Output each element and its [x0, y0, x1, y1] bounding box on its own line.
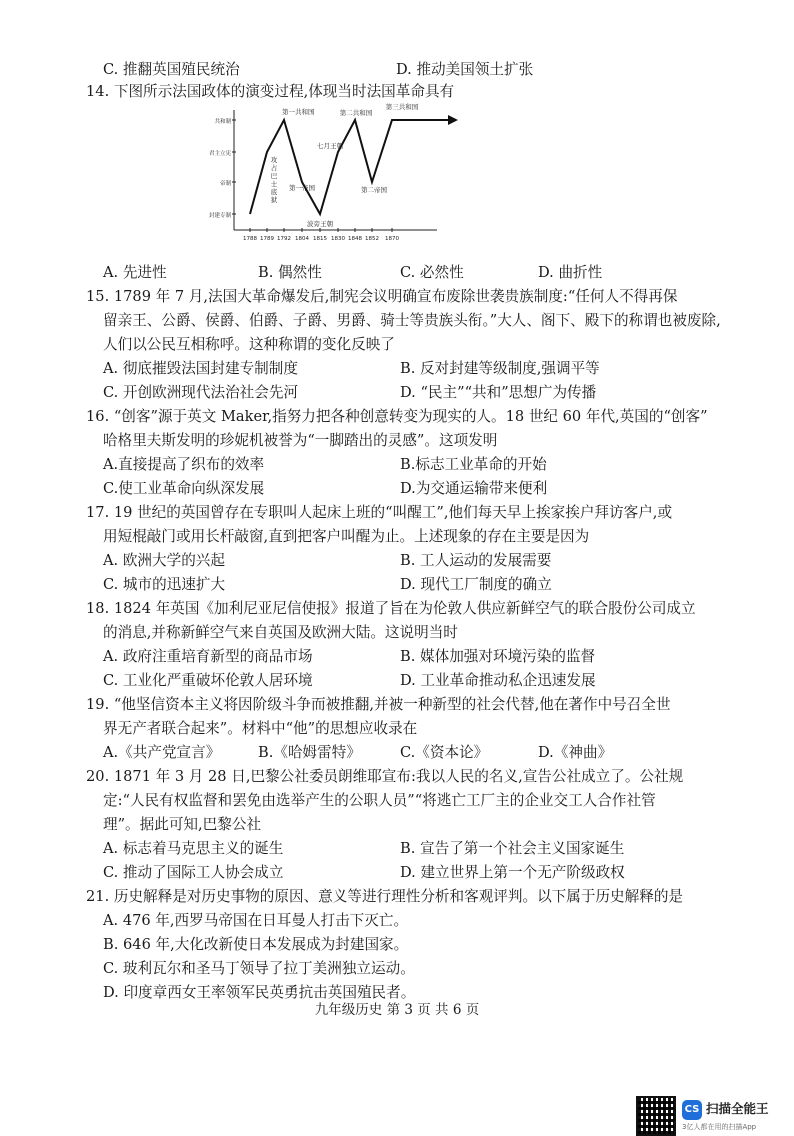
q17-option-b: B. 工人运动的发展需要 [400, 552, 552, 569]
q19-line-1: 19. “他坚信资本主义将因阶级斗争而被推翻,并被一种新型的社会代替,他在著作中号召全世 [86, 696, 671, 713]
q17-line-1: 17. 19 世纪的英国曾存在专职叫人起床上班的“叫醒工”,他们每天早上挨家挨户拜访客户,或 [86, 504, 673, 521]
q18-option-a: A. 政府注重培育新型的商品市场 [103, 648, 313, 665]
q14-option-d: D. 曲折性 [538, 264, 603, 281]
q21-option-b: B. 646 年,大化改新使日本发展成为封建国家。 [103, 936, 409, 953]
x-tick-label: 1815 [313, 236, 327, 242]
annotation-bastille: 巴 [270, 172, 278, 180]
q18-option-d: D. 工业革命推动私企迅速发展 [400, 672, 596, 689]
annotation-bourbon: 波旁王朝 [307, 220, 333, 228]
q16-option-d: D.为交通运输带来便利 [400, 480, 548, 497]
trend-arrowhead [448, 115, 458, 125]
scanner-watermark [636, 1096, 786, 1136]
q13-option-d: D. 推动美国领土扩张 [396, 61, 534, 78]
annotation-bastille: 占 [270, 164, 278, 172]
annotation-third-republic: 第三共和国 [385, 103, 419, 111]
q14-stem: 14. 下图所示法国政体的演变过程,体现当时法国革命具有 [86, 83, 455, 100]
annotation-second-empire: 第二帝国 [361, 186, 387, 194]
y-tick-label: 封建专制 [208, 213, 231, 219]
q16-option-c: C.使工业革命向纵深发展 [103, 480, 265, 497]
q19-option-b: B.《哈姆雷特》 [258, 744, 361, 761]
q16-option-b: B.标志工业革命的开始 [400, 456, 547, 473]
q16-line-2: 哈格里夫斯发明的珍妮机被誉为“一脚踏出的灵感”。这项发明 [103, 432, 498, 449]
annotation-first-republic: 第一共和国 [282, 108, 315, 116]
y-tick-label: 帝制 [219, 181, 231, 187]
x-tick-label: 1870 [385, 236, 399, 242]
q17-line-2: 用短棍敲门或用长杆敲窗,直到把客户叫醒为止。上述现象的存在主要是因为 [103, 528, 590, 545]
q15-option-c: C. 开创欧洲现代法治社会先河 [103, 384, 299, 401]
x-tick-label: 1848 [348, 236, 362, 242]
q17-option-d: D. 现代工厂制度的确立 [400, 576, 552, 593]
page-footer: 九年级历史 第 3 页 共 6 页 [314, 1002, 480, 1018]
q15-line-2: 留亲王、公爵、侯爵、伯爵、子爵、男爵、骑士等贵族头衔。”大人、阁下、殿下的称谓也被废除, [103, 312, 721, 329]
q16-line-1: 16. “创客”源于英文 Maker,指努力把各种创意转变为现实的人。18 世纪 60 年代,英国的“创客” [86, 408, 708, 425]
q21-stem: 21. 历史解释是对历史事物的原因、意义等进行理性分析和客观评判。以下属于历史解释的是 [86, 888, 684, 905]
q19-line-2: 界无产者联合起来”。材料中“他”的思想应收录在 [103, 720, 418, 737]
q20-line-1: 20. 1871 年 3 月 28 日,巴黎公社委员朗维耶宣布:我以人民的名义,宣告公社成立了。公社规 [86, 768, 684, 785]
q20-line-2: 定:“人民有权监督和罢免由选举产生的公职人员”“将逃亡工厂主的企业交工人合作社管 [103, 792, 656, 809]
annotation-bastille: 狱 [270, 196, 278, 204]
annotation-july-monarchy: 七月王朝 [317, 142, 343, 150]
regime-trend-line [250, 120, 450, 214]
q20-option-c: C. 推动了国际工人协会成立 [103, 864, 284, 881]
x-tick-label: 1792 [277, 236, 291, 242]
x-tick-label: 1804 [295, 236, 309, 242]
q15-line-3: 人们以公民互相称呼。这种称谓的变化反映了 [103, 336, 395, 353]
q19-option-d: D.《神曲》 [538, 744, 613, 761]
q16-option-a: A.直接提高了织布的效率 [103, 456, 265, 473]
q15-option-d: D. “民主”“共和”思想广为传播 [400, 384, 597, 401]
q20-line-3: 理”。据此可知,巴黎公社 [103, 816, 262, 833]
x-tick-label: 1852 [365, 236, 379, 242]
y-tick-label: 共和制 [214, 119, 231, 125]
annotation-bastille: 攻 [270, 156, 278, 164]
q14-option-b: B. 偶然性 [258, 264, 322, 281]
q14-regime-chart [208, 102, 467, 244]
q18-option-b: B. 媒体加强对环境污染的监督 [400, 648, 596, 665]
q18-option-c: C. 工业化严重破坏伦敦人居环境 [103, 672, 313, 689]
q15-option-a: A. 彻底摧毁法国封建专制制度 [103, 360, 298, 377]
q21-option-a: A. 476 年,西罗马帝国在日耳曼人打击下灭亡。 [103, 912, 409, 929]
annotation-second-republic: 第二共和国 [339, 109, 373, 117]
x-tick-label: 1830 [331, 236, 345, 242]
q15-option-b: B. 反对封建等级制度,强调平等 [400, 360, 600, 377]
q14-option-c: C. 必然性 [400, 264, 464, 281]
q15-line-1: 15. 1789 年 7 月,法国大革命爆发后,制宪会议明确宣布废除世袭贵族制度:“任何人不得再保 [86, 288, 678, 305]
q18-line-1: 18. 1824 年英国《加利尼亚尼信使报》报道了旨在为伦敦人供应新鲜空气的联合股份公司成立 [86, 600, 696, 617]
annotation-bastille: 士 [270, 180, 278, 188]
scanner-tagline: 3亿人都在用的扫描App [682, 1123, 757, 1131]
q20-option-a: A. 标志着马克思主义的诞生 [103, 840, 284, 857]
q19-option-c: C.《资本论》 [400, 744, 489, 761]
x-tick-label: 1788 [243, 236, 257, 242]
q17-option-a: A. 欧洲大学的兴起 [103, 552, 225, 569]
annotation-first-empire: 第一帝国 [289, 184, 315, 192]
y-axis-labels [209, 117, 232, 219]
q20-option-d: D. 建立世界上第一个无产阶级政权 [400, 864, 625, 881]
q19-option-a: A.《共产党宣言》 [103, 744, 221, 761]
q14-option-a: A. 先进性 [103, 264, 167, 281]
q20-option-b: B. 宣告了第一个社会主义国家诞生 [400, 840, 625, 857]
q18-line-2: 的消息,并称新鲜空气来自英国及欧洲大陆。这说明当时 [103, 624, 458, 641]
q13-option-c: C. 推翻英国殖民统治 [103, 61, 240, 78]
y-tick-label: 君主立宪 [208, 151, 231, 157]
annotation-bastille: 底 [270, 188, 278, 196]
q17-option-c: C. 城市的迅速扩大 [103, 576, 226, 593]
x-tick-label: 1789 [260, 236, 274, 242]
q21-option-c: C. 玻利瓦尔和圣马丁领导了拉丁美洲独立运动。 [103, 960, 415, 977]
q21-option-d: D. 印度章西女王率领军民英勇抗击英国殖民者。 [103, 984, 416, 1001]
camscanner-logo-icon: CS [682, 1100, 702, 1120]
qr-code-icon [636, 1096, 676, 1136]
scanner-brand: 扫描全能王 [706, 1101, 769, 1116]
